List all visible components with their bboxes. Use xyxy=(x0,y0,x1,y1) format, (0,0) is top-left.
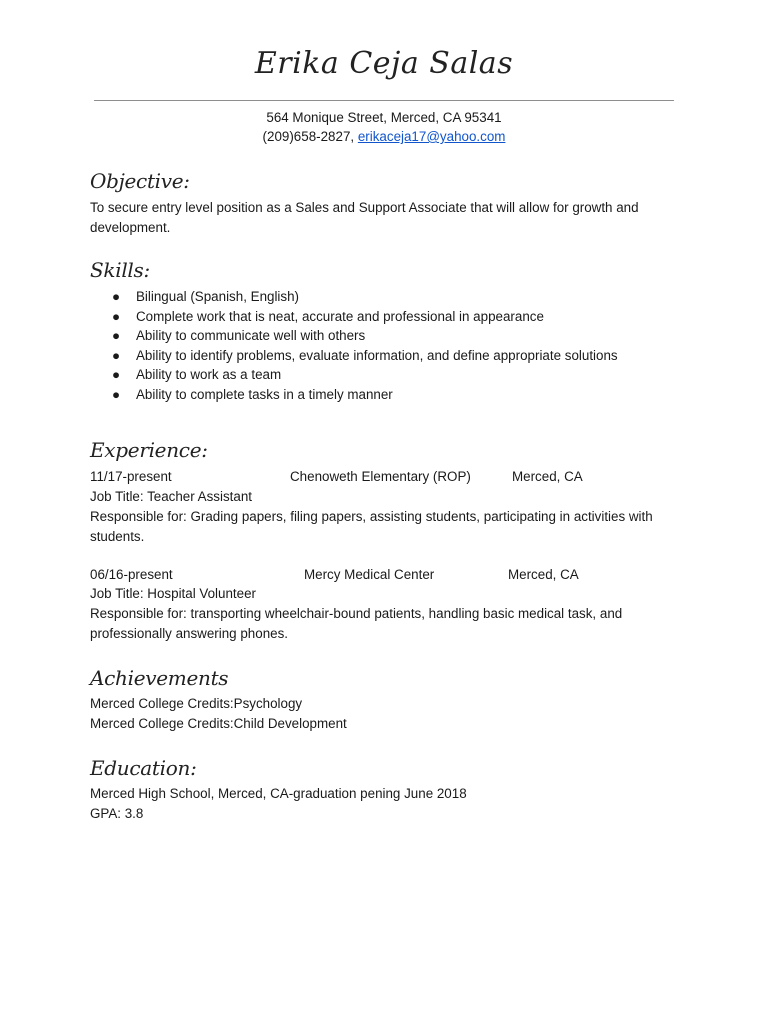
objective-heading: Objective: xyxy=(90,169,190,193)
experience-heading: Experience: xyxy=(90,438,208,462)
achievement-item: Merced College Credits:Child Development xyxy=(90,716,347,731)
email-link[interactable]: erikaceja17@yahoo.com xyxy=(357,129,506,144)
job-title: Job Title: Hospital Volunteer xyxy=(90,586,256,601)
job-header-row xyxy=(90,467,690,486)
job-location: Merced, CA xyxy=(512,469,583,484)
bullet-icon: ● xyxy=(112,367,121,382)
contact-line xyxy=(0,127,768,146)
skill-text: Ability to complete tasks in a timely manner xyxy=(136,386,393,402)
bullet-icon: ● xyxy=(112,308,121,324)
achievements-heading: Achievements xyxy=(90,666,229,690)
applicant-name: Erika Ceja Salas xyxy=(254,46,514,81)
job-employer: Mercy Medical Center xyxy=(304,567,435,582)
bullet-icon: ● xyxy=(112,289,121,304)
job-header-row xyxy=(90,565,690,584)
achievement-item: Merced College Credits:Psychology xyxy=(90,696,303,711)
job-duties: Responsible for: Grading papers, filing papers, assisting students, participating in activities with students. xyxy=(90,509,653,544)
phone-number: (209)658-2827, xyxy=(262,129,358,144)
list-item xyxy=(90,346,690,366)
objective-text: To secure entry level position as a Sales and Support Associate that will allow for growth and development. xyxy=(90,200,639,235)
skills-list xyxy=(90,287,690,404)
bullet-icon: ● xyxy=(112,347,121,363)
skills-heading: Skills: xyxy=(90,258,150,282)
job-title: Job Title: Teacher Assistant xyxy=(90,489,253,504)
skill-text: Bilingual (Spanish, English) xyxy=(136,289,300,304)
list-item xyxy=(90,307,690,327)
header-divider xyxy=(94,100,674,101)
job-employer: Chenoweth Elementary (ROP) xyxy=(290,469,471,484)
skill-text: Ability to work as a team xyxy=(136,367,282,382)
bullet-icon: ● xyxy=(112,328,121,343)
list-item xyxy=(90,365,690,385)
list-item xyxy=(90,326,690,346)
bullet-icon: ● xyxy=(112,386,121,402)
skill-text: Ability to identify problems, evaluate information, and define appropriate solutions xyxy=(136,347,618,363)
job-dates: 06/16-present xyxy=(90,567,173,582)
education-school: Merced High School, Merced, CA-graduation pening June 2018 xyxy=(90,786,467,801)
skill-text: Ability to communicate well with others xyxy=(136,328,366,343)
job-dates: 11/17-present xyxy=(90,469,172,484)
job-location: Merced, CA xyxy=(508,567,579,582)
job-duties: Responsible for: transporting wheelchair-bound patients, handling basic medical task, and professionally answering phones. xyxy=(90,606,623,641)
address-line: 564 Monique Street, Merced, CA 95341 xyxy=(266,110,502,125)
list-item xyxy=(90,385,690,405)
education-heading: Education: xyxy=(90,756,197,780)
list-item xyxy=(90,287,690,307)
skill-text: Complete work that is neat, accurate and professional in appearance xyxy=(136,308,544,324)
education-gpa: GPA: 3.8 xyxy=(90,806,144,821)
